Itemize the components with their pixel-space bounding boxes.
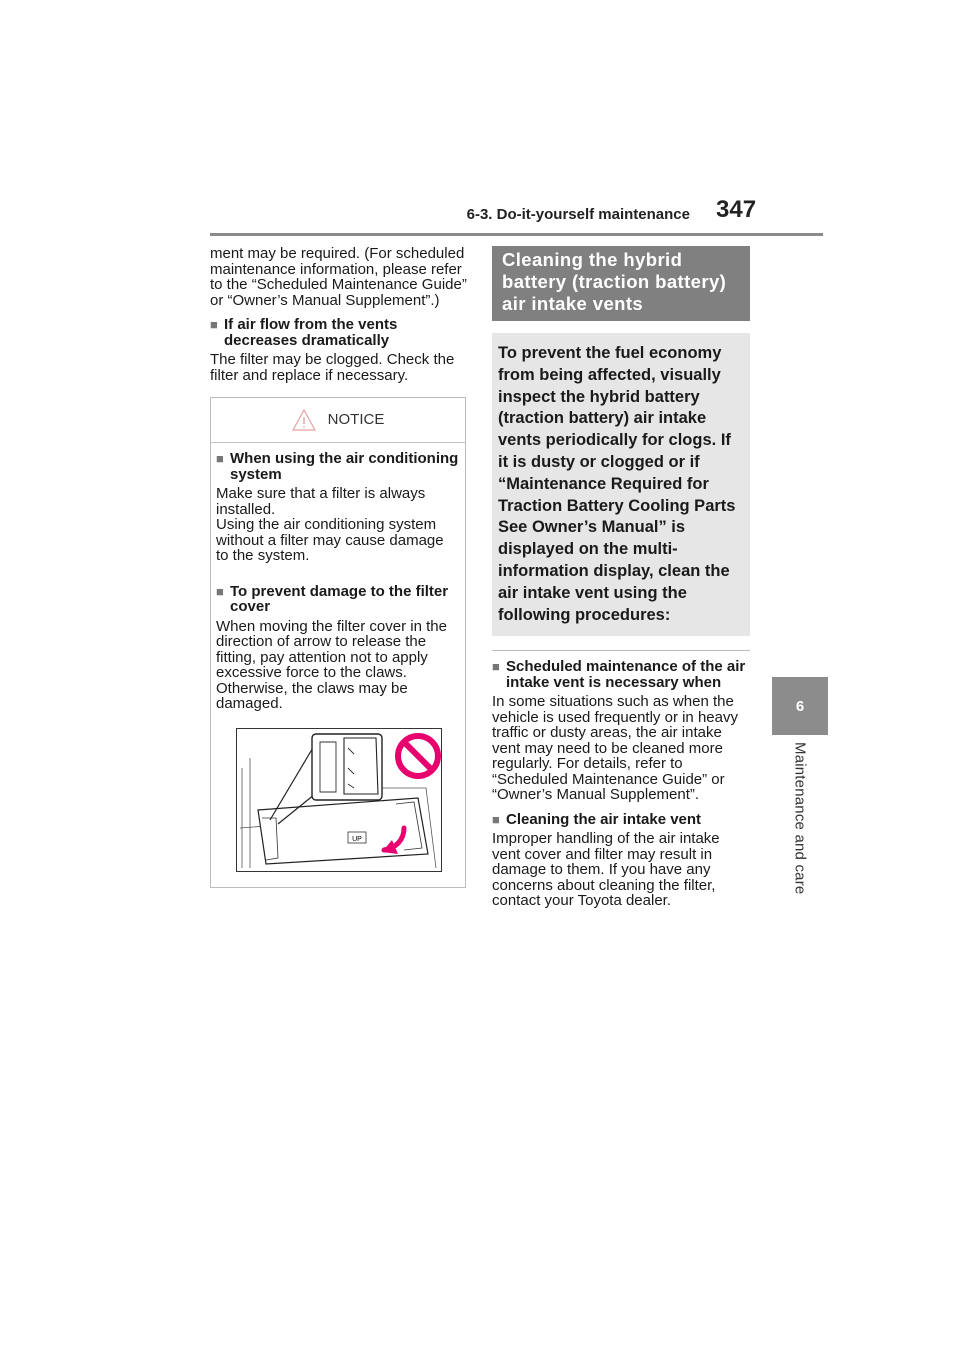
ac-paragraph-1: Make sure that a filter is always installed. xyxy=(216,485,426,518)
square-bullet-icon: ■ xyxy=(216,583,224,599)
square-bullet-icon: ■ xyxy=(210,317,218,332)
header-rule xyxy=(210,233,823,236)
airflow-paragraph: The filter may be clogged. Check the filter and replace if necessary. xyxy=(210,351,455,384)
chapter-tab[interactable] xyxy=(772,677,828,735)
square-bullet-icon: ■ xyxy=(492,811,500,827)
section-title: 6-3. Do-it-yourself maintenance xyxy=(466,206,690,223)
figure-label: UP xyxy=(352,835,362,843)
scheduled-heading-text: Scheduled maintenance of the air intake vent is necessary when xyxy=(506,658,746,691)
intro-box: To prevent the fuel economy from being affected, visually inspect the hybrid battery (traction battery) air intake vents periodically for clogs. If it is dusty or clogged or if “Maintenance Required for Traction Battery Cooling Parts See Owner’s Manual” is displayed on the multi-information display, clean the air intake vent using the following procedures: xyxy=(492,333,750,636)
notice-body xyxy=(211,443,465,887)
intro-paragraph: ment may be required. (For scheduled maintenance information, please refer to the “Scheduled Maintenance Guide” or “Owner’s Manual Supplement”.) xyxy=(210,245,467,309)
right-column xyxy=(492,246,750,918)
left-column xyxy=(210,246,468,888)
ac-paragraph-2: Using the air conditioning system without a filter may cause damage to the system. xyxy=(216,516,444,564)
page-number: 347 xyxy=(716,196,757,223)
cleaning-paragraph: Improper handling of the air intake vent cover and filter may result in damage to them. If you have any concerns about cleaning the filter, contact your Toyota dealer. xyxy=(492,830,720,910)
airflow-heading xyxy=(210,317,468,348)
section-heading: Cleaning the hybrid battery (traction battery) air intake vents xyxy=(492,246,750,321)
notice-label: NOTICE xyxy=(327,411,385,429)
chapter-title-label xyxy=(770,742,830,922)
scheduled-heading xyxy=(492,659,750,690)
ac-heading xyxy=(216,451,459,482)
warning-triangle-icon xyxy=(292,409,316,431)
filter-heading xyxy=(216,584,459,615)
chapter-title: Maintenance and care xyxy=(791,742,809,895)
filter-heading-text: To prevent damage to the filter cover xyxy=(230,582,449,615)
divider xyxy=(492,650,750,651)
filter-paragraph: When moving the filter cover in the direction of arrow to release the fitting, pay attention not to apply excessive force to the claws. Otherwise, the claws may be damaged. xyxy=(216,617,447,712)
filter-cover-illustration xyxy=(236,728,442,872)
airflow-heading-text: If air flow from the vents decreases dramatically xyxy=(224,316,398,349)
notice-box xyxy=(210,397,466,888)
square-bullet-icon: ■ xyxy=(216,451,224,466)
cleaning-heading xyxy=(492,812,750,828)
ac-heading-text: When using the air conditioning system xyxy=(230,450,459,483)
square-bullet-icon: ■ xyxy=(492,659,500,675)
scheduled-paragraph: In some situations such as when the vehicle is used frequently or in heavy traffic or dusty areas, the air intake vent may need to be cleaned more regularly. For details, refer to “Scheduled Maintenance Guide” or “Owner’s Manual Supplement”. xyxy=(492,693,738,804)
cleaning-heading-text: Cleaning the air intake vent xyxy=(506,810,702,828)
notice-header xyxy=(211,398,465,443)
chapter-number: 6 xyxy=(795,697,805,715)
